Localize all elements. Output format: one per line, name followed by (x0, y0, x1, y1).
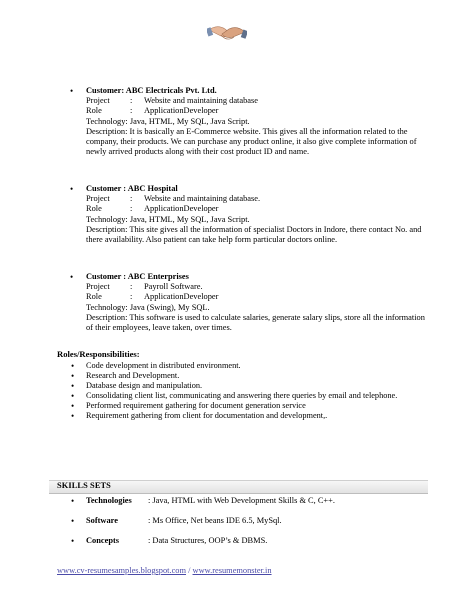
handshake-icon (207, 20, 247, 48)
bullet-icon: • (71, 496, 75, 506)
technology-line: Technology: Java (Swing), My SQL. (86, 302, 210, 312)
row-key: Project (86, 282, 110, 292)
project-row: Project : Payroll Software. (86, 282, 203, 292)
bullet-icon: • (71, 391, 75, 402)
skill-row (71, 496, 335, 506)
row-value: ApplicationDeveloper (144, 292, 219, 302)
project-row: Project : Website and maintaining database (86, 96, 258, 106)
project-entry (70, 86, 426, 157)
skill-row (71, 516, 282, 526)
list-item (71, 361, 436, 371)
description-text: Description: This site gives all the information of specialist Doctors in Indore, there contact No. and there availability. Also patient can take help form particular doctors online. (86, 224, 422, 245)
footer-separator: / (186, 566, 193, 575)
row-key: Project (86, 96, 110, 106)
project-entry (70, 184, 426, 245)
project-entry (70, 272, 426, 333)
skills-heading: SKILLS SETS (57, 481, 111, 490)
bullet-icon: • (71, 361, 75, 371)
skill-value: : Java, HTML with Web Development Skills & C, C++. (148, 496, 335, 505)
row-key: Role (86, 292, 102, 302)
row-key: Role (86, 204, 102, 214)
role-text: Database design and manipulation. (86, 381, 203, 391)
bullet-icon: • (70, 272, 74, 282)
skill-name: Technologies (86, 496, 132, 505)
role-text: Consolidating client list, communicating and answering there queries by email and telephone. (86, 391, 398, 401)
role-row: Role : ApplicationDeveloper (86, 204, 219, 214)
role-text: Code development in distributed environment. (86, 361, 241, 370)
technology-line: Technology: Java, HTML, My SQL, Java Script. (86, 214, 250, 224)
role-row: Role : ApplicationDeveloper (86, 292, 219, 302)
row-value: Payroll Software. (144, 282, 203, 292)
technology-line: Technology: Java, HTML, My SQL, Java Script. (86, 116, 250, 126)
list-item (71, 381, 436, 392)
row-value: ApplicationDeveloper (144, 204, 219, 214)
project-row: Project : Website and maintaining database. (86, 194, 261, 204)
footer-link-resumemonster[interactable]: www.resumemonster.in (192, 566, 272, 575)
bullet-icon: • (71, 381, 75, 392)
skill-row (71, 536, 268, 546)
description-text: Description: This software is used to calculate salaries, generate salary slips, store all the information of their employees, leave taken, over times. (86, 312, 425, 333)
list-item (71, 411, 436, 422)
bullet-icon: • (71, 371, 75, 382)
customer-name: Customer : ABC Enterprises (86, 272, 189, 281)
role-text: Research and Development. (86, 371, 180, 381)
row-value: Website and maintaining database (144, 96, 258, 106)
roles-list (71, 361, 436, 422)
description-text: Description: It is basically an E-Commerce website. This gives all the information related to the company, their products. We can purchase any product online, it also give complete information of newly arrived products along with their cost product ID and name. (86, 126, 417, 157)
skill-value: : Ms Office, Net beans IDE 6.5, MySql. (148, 516, 282, 525)
list-item (71, 391, 436, 402)
row-value: Website and maintaining database. (144, 194, 261, 204)
skill-value: : Data Structures, OOP’s & DBMS. (148, 536, 268, 545)
skill-name: Concepts (86, 536, 120, 545)
role-row: Role : ApplicationDeveloper (86, 106, 219, 116)
customer-name: Customer: ABC Electricals Pvt. Ltd. (86, 86, 217, 95)
bullet-icon: • (71, 516, 75, 526)
list-item (71, 371, 436, 382)
skill-name: Software (86, 516, 118, 525)
bullet-icon: • (71, 401, 75, 412)
bullet-icon: • (71, 536, 75, 546)
footer-links (57, 566, 272, 575)
customer-name: Customer : ABC Hospital (86, 184, 178, 193)
role-text: Performed requirement gathering for document generation service (86, 401, 306, 411)
bullet-icon: • (70, 86, 74, 96)
list-item (71, 401, 436, 412)
footer-link-cv-resumesamples[interactable]: www.cv-resumesamples.blogspot.com (57, 566, 187, 575)
roles-heading: Roles/Responsibilities: (57, 349, 140, 359)
bullet-icon: • (70, 184, 74, 194)
row-key: Project (86, 194, 110, 204)
role-text: Requirement gathering from client for documentation and development,. (86, 411, 328, 421)
row-value: ApplicationDeveloper (144, 106, 219, 116)
bullet-icon: • (71, 411, 75, 422)
row-key: Role (86, 106, 102, 116)
